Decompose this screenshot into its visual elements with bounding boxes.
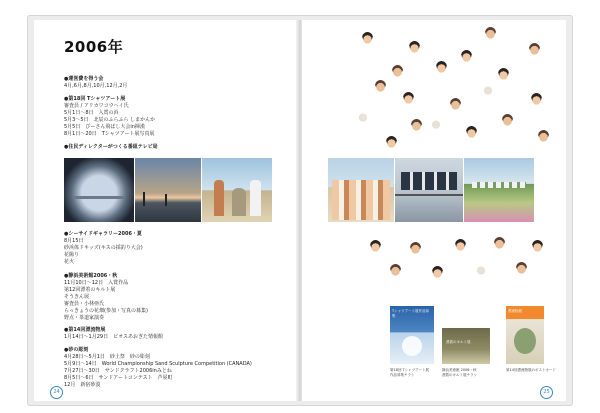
dog-cutout: [357, 111, 369, 123]
section-line: 審査員・小林亜氏: [64, 301, 105, 307]
face-cutout: [538, 130, 549, 142]
face-cutout: [362, 32, 373, 44]
section-line: 11月10日～12日 入賞作品: [64, 280, 129, 286]
photo-children-beach: [202, 158, 272, 222]
face-cutout: [410, 242, 421, 254]
face-cutout: [494, 237, 505, 249]
section-seaside-gallery: [64, 231, 143, 266]
caption-line: 第18回 Tシャツアート展: [390, 368, 430, 372]
section-line: 5月5日 びーさん飛ばし大会in揮漢: [64, 124, 145, 130]
dog-cutout: [475, 264, 487, 276]
section-sand-sculpture: [64, 347, 252, 389]
face-cutout: [370, 240, 381, 252]
face-cutout: [390, 264, 401, 276]
right-page: [302, 20, 566, 401]
section-line: 4月28日～5月1日 砂上祭 砂の彫刻: [64, 354, 150, 360]
magazine-spread: [28, 16, 572, 405]
left-page: [34, 20, 298, 401]
photo-group-beach: [328, 158, 394, 222]
poster-title: 漂着のキルト展: [446, 340, 471, 344]
section-line: 花陽り: [64, 252, 80, 258]
face-cutout: [455, 239, 466, 251]
section-heading: ●住民ディレクターがつくる番組テレビ局: [64, 144, 158, 150]
section-shizuhama-museum: [64, 273, 148, 322]
section-line: そうきん展: [64, 294, 90, 300]
section-tv-station: [64, 144, 158, 151]
section-line: 8月15日: [64, 238, 84, 244]
face-cutout: [392, 65, 403, 77]
section-tshirt-art: [64, 96, 155, 138]
face-cutout: [403, 92, 414, 104]
section-heading: ●シーサイドギャラリー2006・夏: [64, 231, 142, 237]
section-line: 12月 新宿砂漠: [64, 382, 101, 388]
poster-quilt-exhibition: [442, 328, 490, 364]
page-number: 24: [50, 386, 63, 399]
section-line: 第12回漂着のキルト展: [64, 287, 116, 293]
photo-tshirt-display: [395, 158, 463, 222]
photo-sunset-beach: [135, 158, 201, 222]
face-cutout: [516, 262, 527, 274]
section-line: らっきょうの花畑(参加・写真の募集): [64, 308, 148, 314]
face-cutout: [531, 93, 542, 105]
caption-line: 作品募集チラシ: [390, 372, 415, 377]
photo-fisheye-view: [64, 158, 134, 222]
face-cutout: [502, 114, 513, 126]
face-cutout: [409, 41, 420, 53]
section-line: 花火: [64, 259, 75, 265]
poster-caption: [390, 368, 429, 377]
section-heading: ●砂の彫刻: [64, 347, 89, 353]
caption-line: 静浜美術館 2006・秋: [442, 368, 477, 372]
face-cutout: [436, 61, 447, 73]
section-fundraising: [64, 76, 127, 90]
poster-tshirt-art: [390, 306, 434, 364]
section-line: 審査員 / アリカワコウヘイ氏: [64, 103, 129, 109]
section-heading: ●第14回漂流物展: [64, 327, 106, 333]
face-cutout: [386, 136, 397, 148]
section-drift-exhibition: [64, 327, 163, 341]
poster-caption: [442, 368, 477, 377]
poster-drift-exhibition: [506, 306, 544, 364]
face-cutout: [461, 50, 472, 62]
face-cutout: [432, 266, 443, 278]
page-title: 2006年: [64, 38, 124, 56]
section-line: 砂浜体ドキッズ(キスの採釣り大会): [64, 245, 143, 251]
section-line: 野点・茶道家演奏: [64, 315, 105, 321]
face-cutout: [450, 98, 461, 110]
face-cutout: [411, 119, 422, 131]
face-cutout: [375, 80, 386, 92]
dog-cutout: [482, 84, 494, 96]
poster-caption: [506, 368, 556, 373]
section-line: 4月,6月,8月,10月,12月,2月: [64, 83, 128, 89]
face-cutout: [466, 126, 477, 138]
section-line: 5月3～5日 北辰のふらふら しまかんか: [64, 117, 156, 123]
section-line: 8月1日～20日 Tシャツアート展写真展: [64, 131, 155, 137]
face-cutout: [498, 68, 509, 80]
section-line: 5月1日～8日 入賞の浜: [64, 110, 119, 116]
section-heading: ●静浜美術館2006・秋: [64, 273, 118, 279]
poster-title: 漂流物展: [508, 309, 522, 313]
face-cutout: [485, 27, 496, 39]
photo-flower-field: [464, 158, 534, 222]
section-line: 5月9日～14日 World Championship Sand Sculpture Competition (CANADA): [64, 361, 252, 367]
dog-cutout: [430, 118, 442, 130]
section-line: 1月14日～1月29日 ビオスあおぎた情報館: [64, 334, 164, 340]
face-cutout: [532, 240, 543, 252]
caption-line: 第14回漂流物展のポストカード: [506, 368, 556, 372]
section-heading: ●運営費を得う会: [64, 76, 104, 82]
poster-title: Tシャツアート展作品募集: [392, 309, 429, 318]
caption-line: 漂着のキルト展チラシ: [442, 372, 477, 377]
page-number: 25: [540, 386, 553, 399]
section-line: 7月27日～30日 サンドクラフト2006inみとね: [64, 368, 172, 374]
section-heading: ●第18回 Tシャツアート展: [64, 96, 126, 102]
section-line: 8月5日～6日 サンドアートコンテスト 芦屋町: [64, 375, 173, 381]
face-cutout: [529, 43, 540, 55]
